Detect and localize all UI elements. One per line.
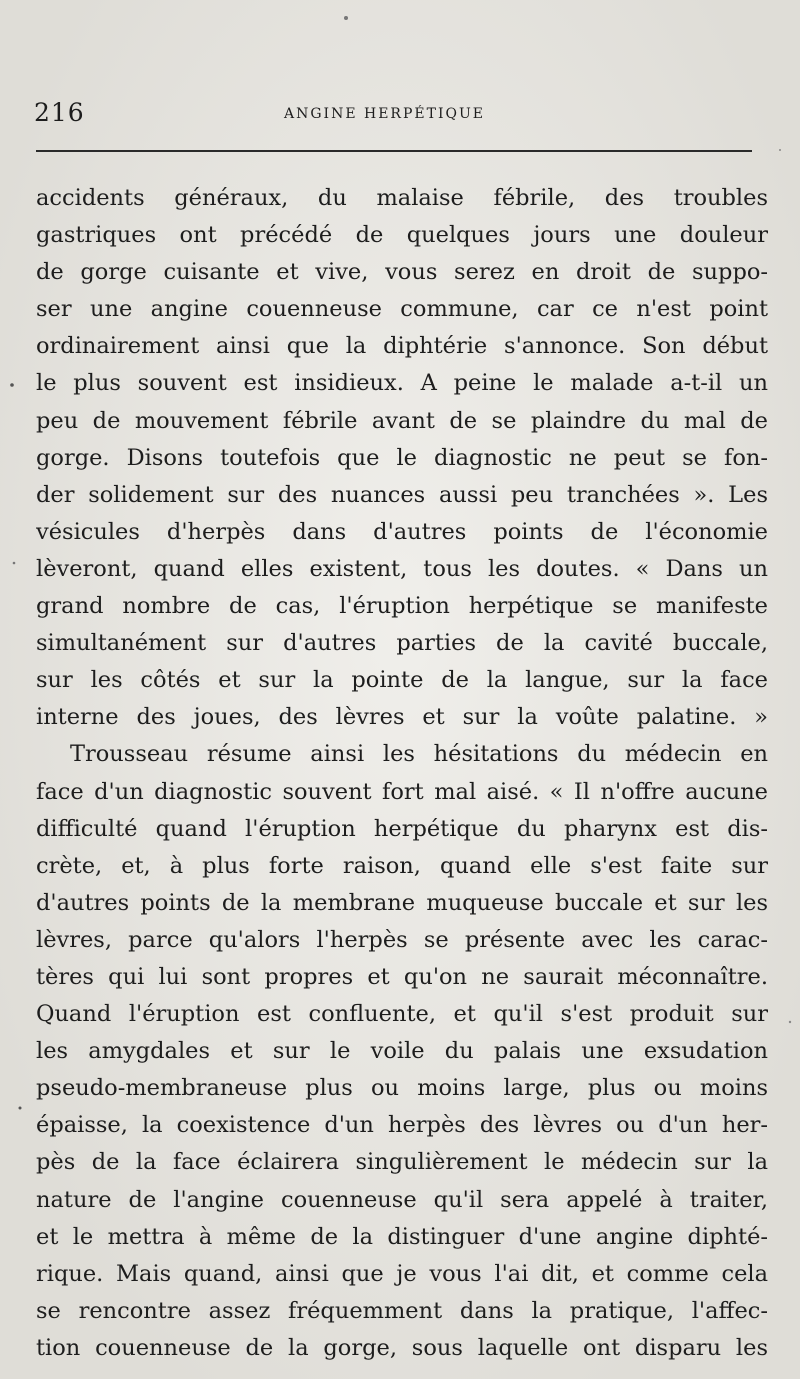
text-line: nature de l'angine couenneuse qu'il sera appelé à traiter, xyxy=(36,1186,768,1213)
text-line: difficulté quand l'éruption herpétique du pharynx est dis- xyxy=(36,815,768,842)
text-line: tères qui lui sont propres et qu'on ne saurait méconnaître. xyxy=(36,963,768,990)
text-line: sur les côtés et sur la pointe de la langue, sur la face xyxy=(36,667,768,694)
text-line: simultanément sur d'autres parties de la cavité buccale, xyxy=(36,630,768,657)
text-line: Quand l'éruption est confluente, et qu'il s'est produit sur xyxy=(36,1001,768,1028)
text-line: les amygdales et sur le voile du palais une exsudation xyxy=(36,1038,768,1065)
paper-speck xyxy=(344,16,348,20)
text-line: rique. Mais quand, ainsi que je vous l'ai dit, et comme cela xyxy=(36,1260,768,1287)
text-line: lèveront, quand elles existent, tous les doutes. « Dans un xyxy=(36,555,768,582)
text-line: se rencontre assez fréquemment dans la pratique, l'affec- xyxy=(36,1297,768,1324)
text-line: vésicules d'herpès dans d'autres points de l'économie xyxy=(36,518,768,545)
text-line: interne des joues, des lèvres et sur la voûte palatine. » xyxy=(36,704,768,731)
text-line: grand nombre de cas, l'éruption herpétique se manifeste xyxy=(36,593,768,620)
running-head xyxy=(34,96,754,136)
text-line: ordinairement ainsi que la diphtérie s'annonce. Son début xyxy=(36,333,768,360)
paragraph-first-line: Trousseau résume ainsi les hésitations du médecin en xyxy=(70,741,768,768)
text-line: épaisse, la coexistence d'un herpès des lèvres ou d'un her- xyxy=(36,1112,768,1139)
text-line: crète, et, à plus forte raison, quand elle s'est faite sur xyxy=(36,852,768,879)
text-line: pseudo-membraneuse plus ou moins large, plus ou moins xyxy=(36,1075,768,1102)
text-line: lèvres, parce qu'alors l'herpès se présente avec les carac- xyxy=(36,926,768,953)
text-line: le plus souvent est insidieux. A peine le malade a-t-il un xyxy=(36,370,768,397)
paper-speck xyxy=(13,562,16,565)
text-line: tion couenneuse de la gorge, sous laquelle ont disparu les xyxy=(36,1334,768,1361)
running-title: ANGINE HERPÉTIQUE xyxy=(284,106,485,122)
paper-speck xyxy=(789,1021,791,1023)
text-line: d'autres points de la membrane muqueuse buccale et sur les xyxy=(36,889,768,916)
paper-speck xyxy=(10,383,14,387)
text-line: gastriques ont précédé de quelques jours une douleur xyxy=(36,222,768,249)
header-rule xyxy=(36,150,752,152)
text-line: face d'un diagnostic souvent fort mal aisé. « Il n'offre aucune xyxy=(36,778,768,805)
text-line: et le mettra à même de la distinguer d'une angine diphté- xyxy=(36,1223,768,1250)
text-line: ser une angine couenneuse commune, car ce n'est point xyxy=(36,296,768,323)
text-line: de gorge cuisante et vive, vous serez en droit de suppo- xyxy=(36,259,768,286)
paper-speck xyxy=(19,1107,22,1110)
paper-speck xyxy=(779,149,781,151)
body-text xyxy=(36,180,768,1367)
text-line: peu de mouvement fébrile avant de se plaindre du mal de xyxy=(36,407,768,434)
text-line: pès de la face éclairera singulièrement le médecin sur la xyxy=(36,1149,768,1176)
page-number: 216 xyxy=(34,98,85,127)
text-line: gorge. Disons toutefois que le diagnostic ne peut se fon- xyxy=(36,444,768,471)
text-line: der solidement sur des nuances aussi peu tranchées ». Les xyxy=(36,481,768,508)
text-line: accidents généraux, du malaise fébrile, des troubles xyxy=(36,185,768,211)
